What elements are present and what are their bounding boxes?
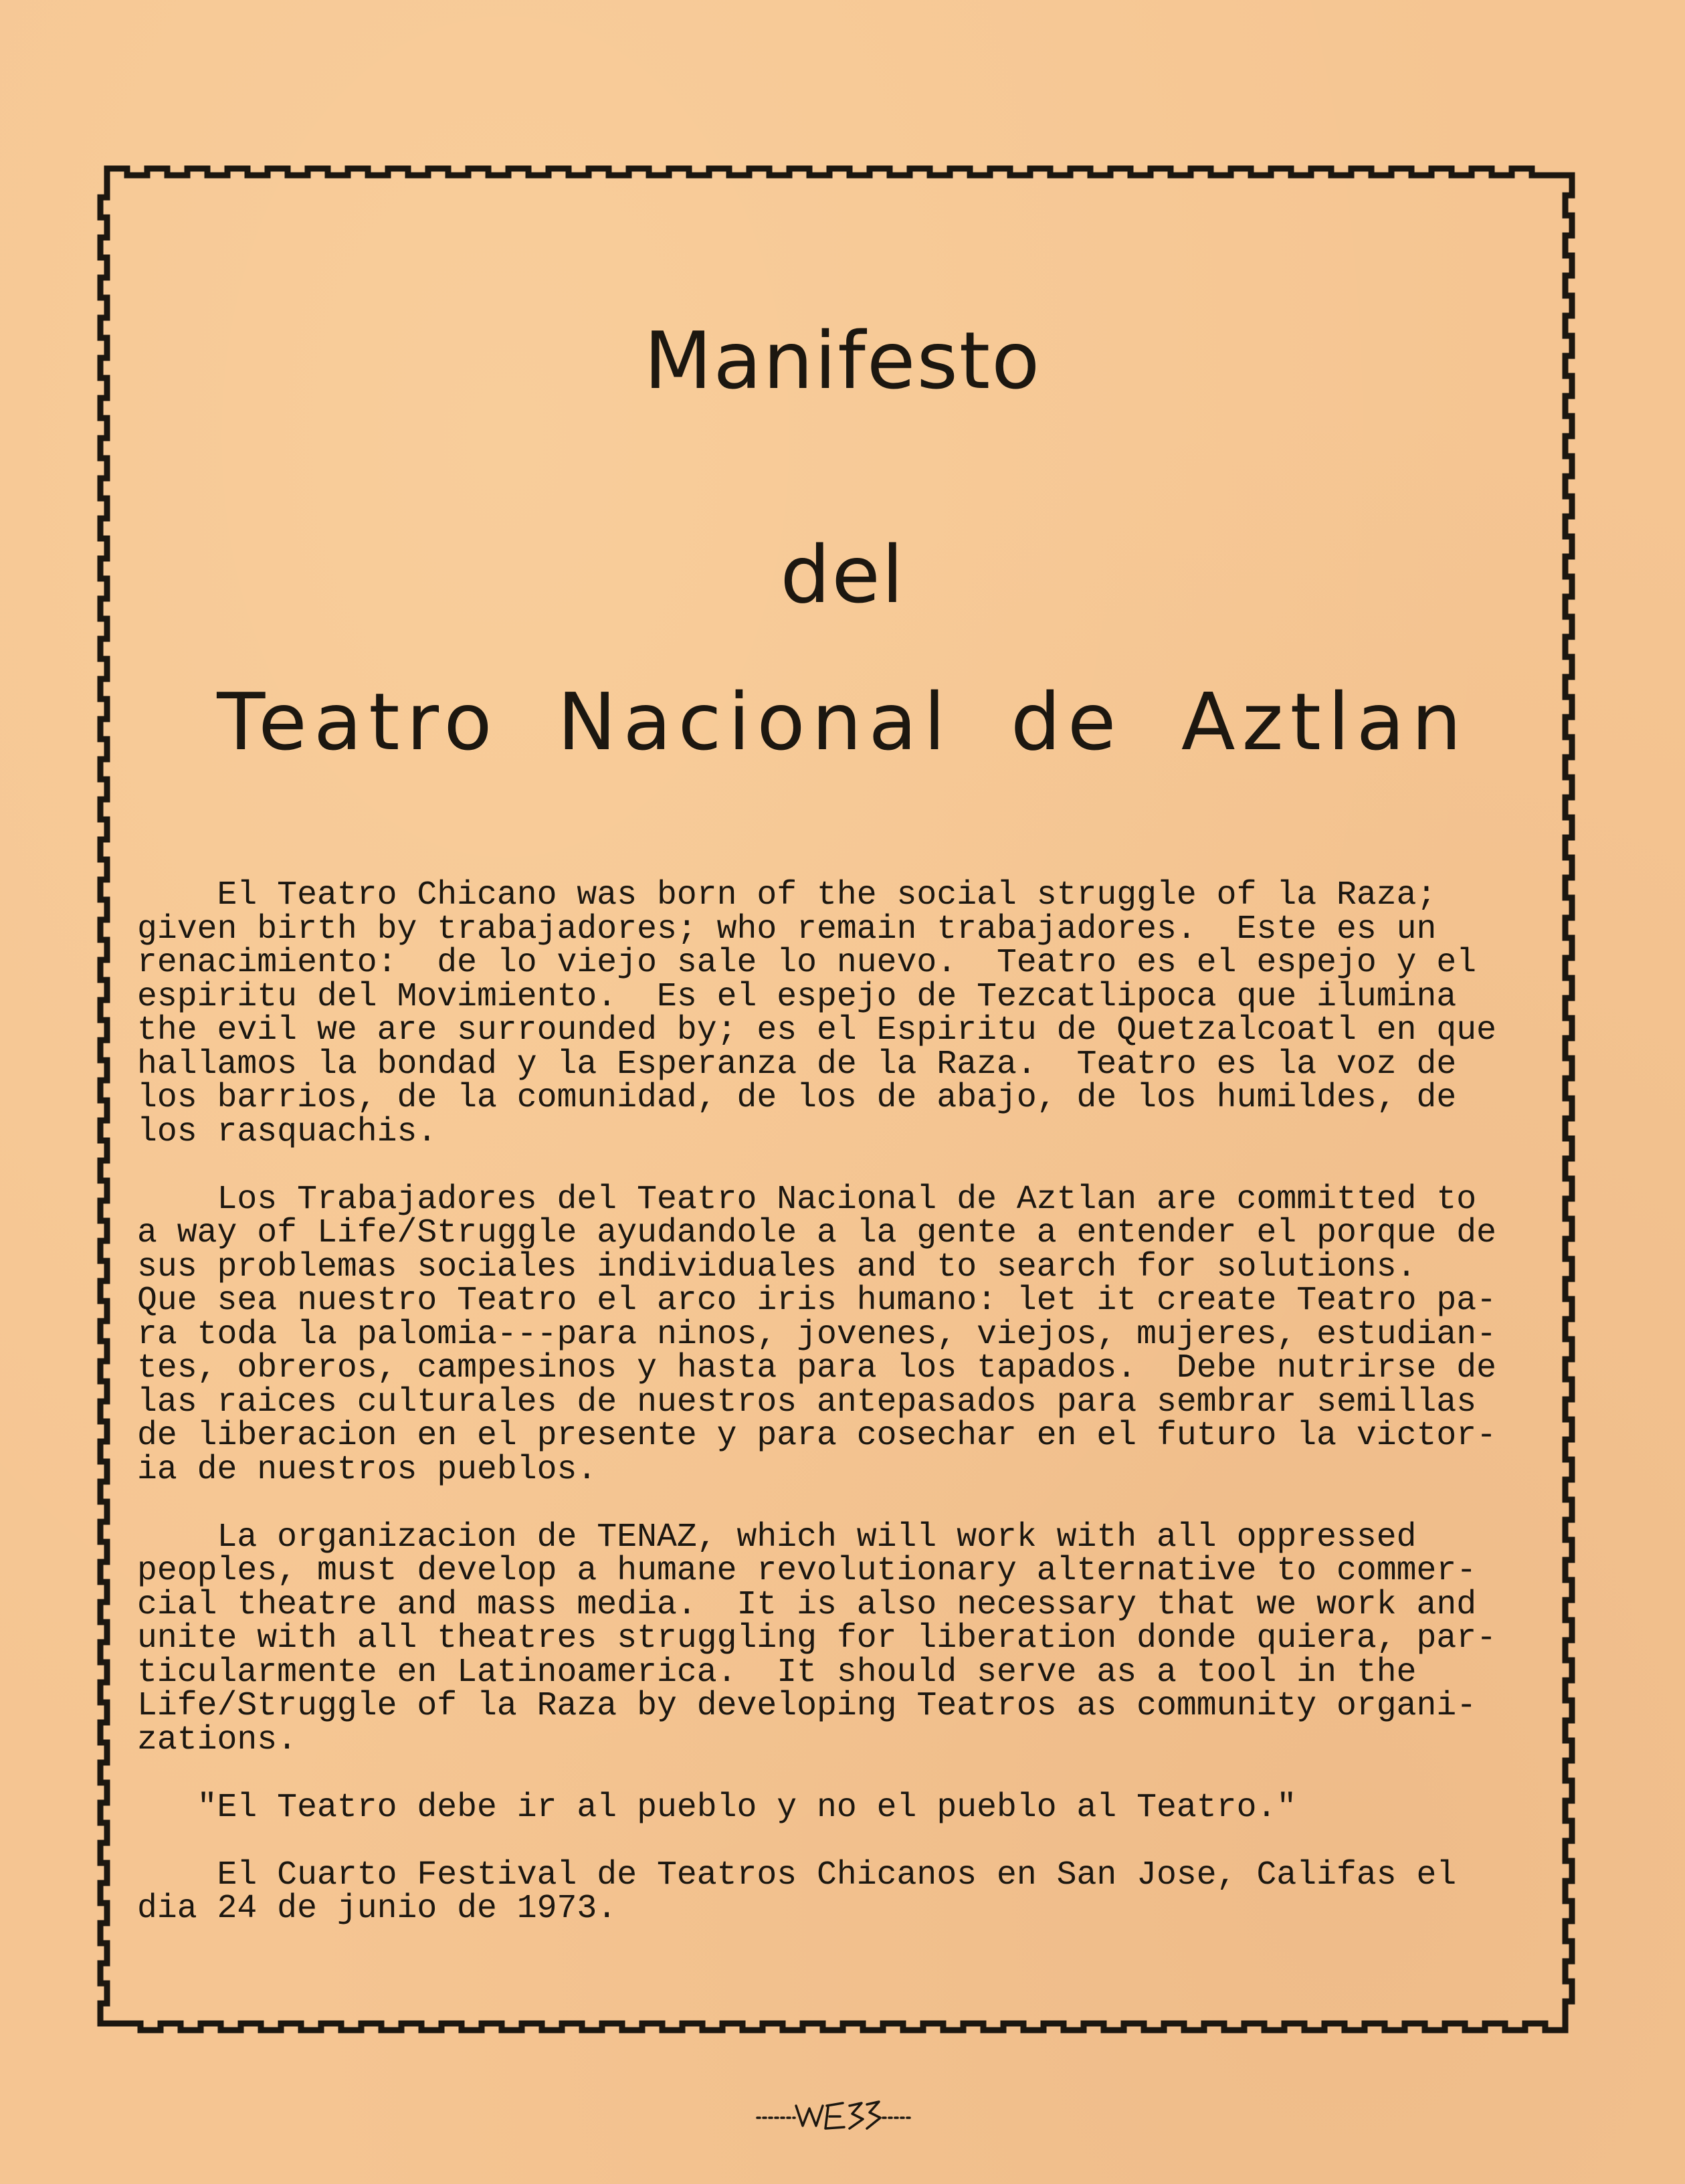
text-line: espiritu del Movimiento. Es el espejo de Tezcatlipoca que ilumina [137,977,1457,1015]
text-line: Los Trabajadores del Teatro Nacional de Aztlan are committed to [137,1180,1477,1218]
text-line: dia 24 de junio de 1973. [137,1890,617,1927]
text-line: ticularmente en Latinoamerica. It should serve as a tool in the [137,1653,1417,1691]
text-line: ra toda la palomia---para ninos, jovenes, viejos, mujeres, estudian- [137,1315,1497,1353]
text-line: zations. [137,1720,298,1759]
text-line: las raices culturales de nuestros antepasados para sembrar semillas [137,1383,1477,1421]
text-line: a way of Life/Struggle ayudandole a la gente a entender el porque de [137,1214,1497,1252]
paragraph-2 [137,1180,1562,1488]
quote-paragraph [137,1788,1562,1826]
text-line: El Teatro Chicano was born of the social struggle of la Raza; [137,876,1437,914]
title-del: del [780,528,905,621]
closing-paragraph [137,1858,1562,1926]
text-line: unite with all theatres struggling for liberation donde quiera, par- [137,1619,1497,1657]
text-line: tes, obreros, campesinos y hasta para los tapados. Debe nutrirse de [137,1349,1497,1387]
text-line: los rasquachis. [137,1112,437,1151]
artist-signature-logo [755,2092,915,2146]
paragraph-1 [137,878,1562,1149]
text-line: Que sea nuestro Teatro el arco iris humano: let it create Teatro pa- [137,1282,1497,1319]
text-line: La organizacion de TENAZ, which will work with all oppressed [137,1518,1417,1556]
text-line: los barrios, de la comunidad, de los de abajo, de los humildes, de [137,1079,1457,1116]
title-manifesto: Manifesto [643,314,1042,407]
manifesto-body [137,878,1562,1959]
text-line: renacimiento: de lo viejo sale lo nuevo. Teatro es el espejo y el [137,944,1477,981]
text-line: Life/Struggle of la Raza by developing Teatros as community organi- [137,1687,1477,1724]
text-line: ia de nuestros pueblos. [137,1450,597,1488]
text-line: "El Teatro debe ir al pueblo y no el pueblo al Teatro." [137,1788,1297,1826]
text-line: El Cuarto Festival de Teatros Chicanos en San Jose, Califas el [137,1856,1457,1894]
text-line: peoples, must develop a humane revolutionary alternative to commer- [137,1552,1477,1589]
title-teatro-nacional: Teatro Nacional de Aztlan [217,676,1468,768]
text-line: de liberacion en el presente y para cosechar en el futuro la victor- [137,1417,1497,1454]
text-line: hallamos la bondad y la Esperanza de la Raza. Teatro es la voz de [137,1045,1457,1083]
text-line: the evil we are surrounded by; es el Espiritu de Quetzalcoatl en que [137,1011,1497,1049]
text-line: given birth by trabajadores; who remain trabajadores. Este es un [137,910,1437,948]
text-line: cial theatre and mass media. It is also necessary that we work and [137,1585,1477,1623]
paragraph-3 [137,1520,1562,1757]
text-line: sus problemas sociales individuales and to search for solutions. [137,1248,1417,1286]
